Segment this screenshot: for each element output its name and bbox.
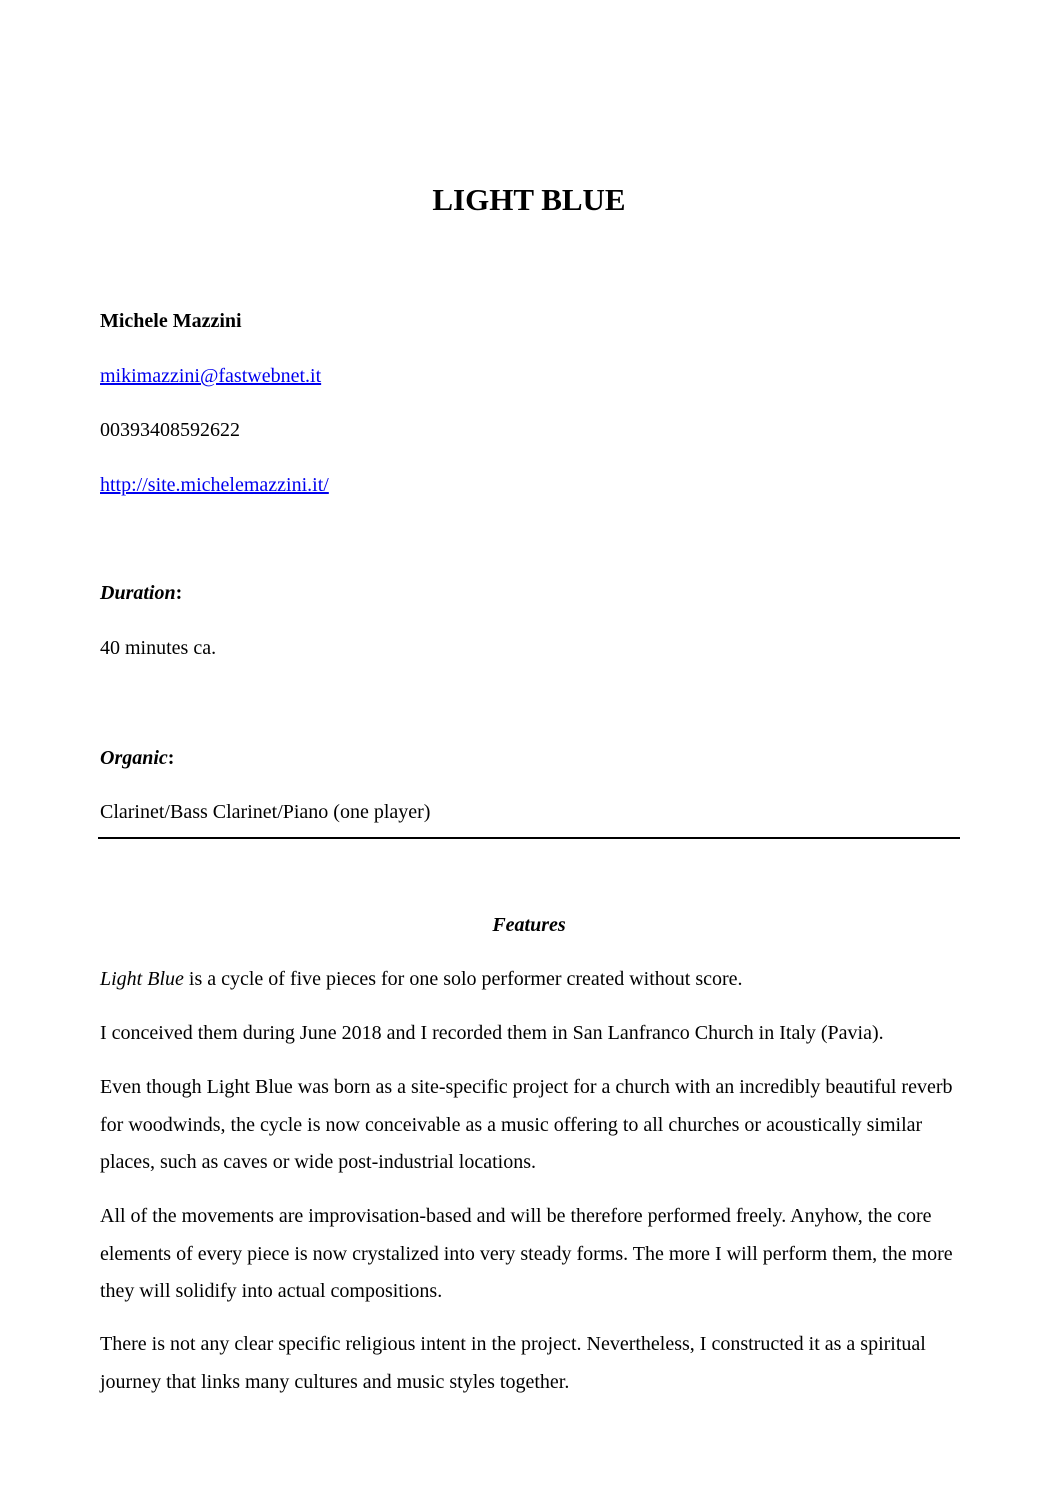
horizontal-divider [98,837,960,839]
organic-label: Organic [100,747,168,769]
paragraph-improvisation [100,1198,970,1311]
paragraph-spiritual [100,1326,970,1401]
features-heading: Features [492,914,566,936]
page-title: LIGHT BLUE [432,182,626,217]
duration-colon: : [175,582,183,604]
author-name: Michele Mazzini [100,310,242,332]
paragraph-recording-text: I conceived them during June 2018 and I recorded them in San Lanfranco Church in Italy (Pavia). [100,1022,884,1044]
paragraph-site-specific-text: Even though Light Blue was born as a site-specific project for a church with an incredibly beautiful reverb for woodwinds, the cycle is now conceivable as a music offering to all churches or acoustically similar places, such as caves or wide post-industrial locations. [100,1076,953,1173]
email-link[interactable]: mikimazzini@fastwebnet.it [100,365,322,387]
paragraph-spiritual-text: There is not any clear specific religious intent in the project. Nevertheless, I constructed it as a spiritual journey that links many cultures and music styles together. [100,1333,926,1393]
website-link[interactable]: http://site.michelemazzini.it/ [100,474,329,496]
paragraph-improvisation-text: All of the movements are improvisation-based and will be therefore performed freely. Anyhow, the core elements of every piece is now crystalized into very steady forms. The more I will perform them, the more they will solidify into actual compositions. [100,1205,953,1302]
organic-colon: : [167,747,175,769]
duration-label: Duration [100,582,176,604]
duration-heading [100,582,182,605]
paragraph-recording [100,1015,970,1053]
duration-value: 40 minutes ca. [100,637,217,659]
phone-number: 00393408592622 [100,419,240,441]
website-row [100,474,329,497]
paragraph-intro-text: is a cycle of five pieces for one solo performer created without score. [183,968,743,990]
work-title-italic: Light Blue [100,968,184,990]
organic-heading [100,747,174,770]
organic-value: Clarinet/Bass Clarinet/Piano (one player) [100,801,431,823]
email-row [100,365,321,388]
paragraph-site-specific [100,1069,970,1182]
paragraph-intro [100,961,970,999]
